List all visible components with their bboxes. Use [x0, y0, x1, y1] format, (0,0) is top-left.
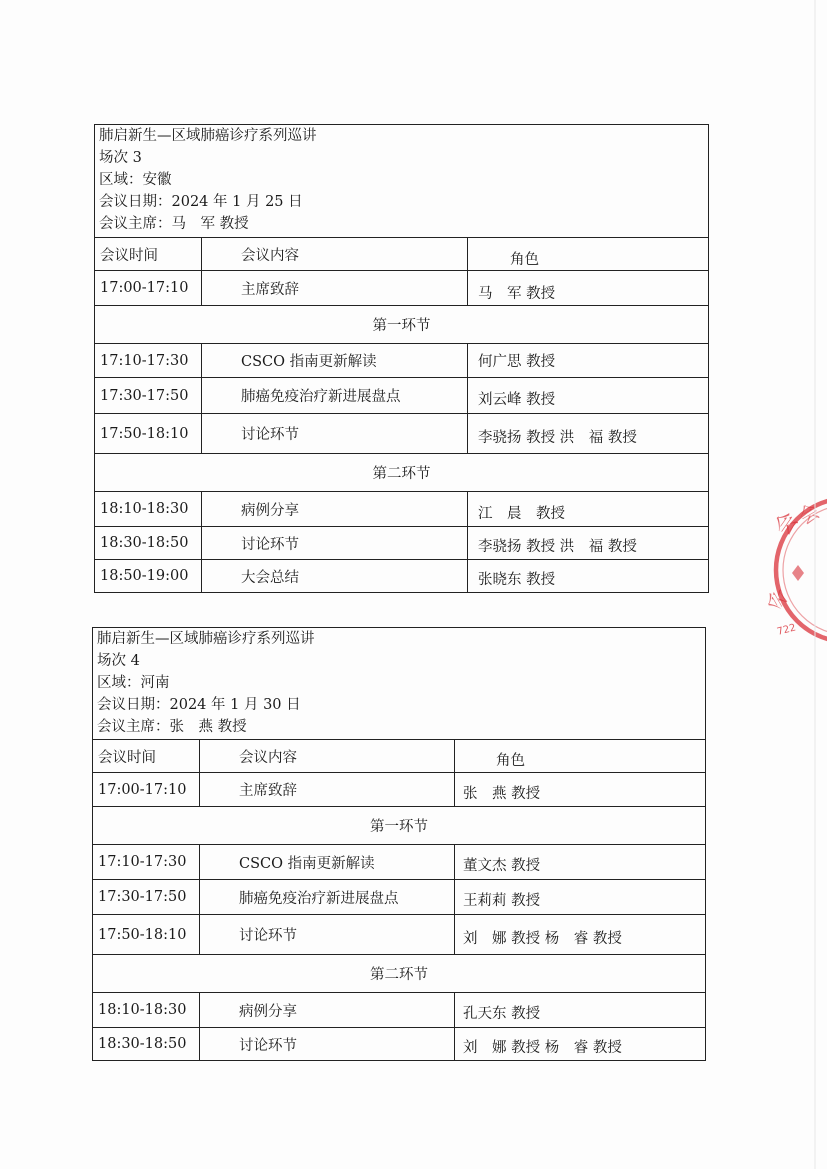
row-time: 17:10-17:30 [100, 352, 189, 369]
section-label: 第一环节 [370, 819, 428, 835]
red-seal-stamp [761, 485, 827, 655]
row-content: 主席致辞 [199, 773, 454, 806]
row-content: 讨论环节 [201, 527, 467, 559]
table-header [93, 628, 705, 738]
row-role: 董文杰 教授 [454, 845, 705, 879]
row-content: 肺癌免疫治疗新进展盘点 [201, 378, 467, 413]
table-header [95, 125, 708, 235]
row-content: 讨论环节 [199, 915, 454, 954]
row-content: 主席致辞 [201, 271, 467, 305]
row-content: 讨论环节 [199, 1028, 454, 1060]
row-content: 大会总结 [201, 560, 467, 592]
row-time: 17:10-17:30 [98, 854, 187, 870]
event-title: 肺启新生—区域肺癌诊疗系列巡讲 [97, 631, 315, 647]
meeting-chair: 会议主席：马 军 教授 [99, 216, 249, 232]
seal-number: 722 [775, 622, 798, 638]
row-time: 18:50-19:00 [100, 568, 189, 584]
section-label: 第二环节 [370, 967, 428, 983]
table-row [95, 377, 708, 413]
column-header-row [93, 739, 705, 772]
row-time: 18:30-18:50 [98, 1036, 187, 1052]
region: 区域：河南 [97, 675, 170, 691]
row-role: 张 燕 教授 [454, 773, 705, 806]
table-row [93, 879, 705, 914]
row-content: CSCO 指南更新解读 [199, 845, 454, 879]
seal-star [792, 565, 804, 581]
row-time: 18:10-18:30 [98, 1002, 187, 1018]
row-time: 17:50-18:10 [100, 425, 189, 442]
row-time: 17:30-17:50 [100, 387, 189, 404]
row-role: 王莉莉 教授 [454, 880, 705, 914]
row-role: 孔天东 教授 [454, 993, 705, 1027]
column-header-time: 会议时间 [98, 749, 156, 766]
table-row [95, 270, 708, 305]
table-row [93, 914, 705, 954]
meeting-chair: 会议主席：张 燕 教授 [97, 719, 247, 735]
table-row [93, 772, 705, 806]
table-row [95, 491, 708, 526]
table-row [95, 559, 708, 592]
column-header-role: 角色 [454, 740, 705, 772]
row-role: 马 军 教授 [467, 271, 708, 305]
meeting-date: 会议日期：2024 年 1 月 30 日 [97, 697, 301, 713]
session-number: 场次 3 [99, 150, 142, 166]
column-header-content: 会议内容 [199, 740, 454, 772]
table-row [93, 992, 705, 1027]
section-label: 第二环节 [372, 466, 431, 482]
row-role: 江 晨 教授 [467, 492, 708, 526]
row-role: 李骁扬 教授 洪 福 教授 [467, 414, 708, 453]
column-header-row [95, 237, 708, 270]
table-row [93, 1027, 705, 1060]
seal-glyph: 会 [794, 498, 824, 530]
seal-glyph: 会 [770, 508, 804, 541]
section-row [93, 806, 705, 844]
seal-glyph: 会 [761, 585, 793, 615]
row-content: CSCO 指南更新解读 [201, 344, 467, 377]
session-number: 场次 4 [97, 653, 140, 669]
row-role: 李骁扬 教授 洪 福 教授 [467, 527, 708, 559]
row-time: 17:00-17:10 [98, 781, 187, 798]
row-content: 病例分享 [201, 492, 467, 526]
section-label: 第一环节 [372, 318, 431, 334]
meeting-date: 会议日期：2024 年 1 月 25 日 [99, 194, 303, 210]
row-time: 18:30-18:50 [100, 535, 189, 551]
schedule-table-1 [94, 124, 709, 593]
row-role: 刘 娜 教授 杨 睿 教授 [454, 915, 705, 954]
table-row [95, 413, 708, 453]
event-title: 肺启新生—区域肺癌诊疗系列巡讲 [99, 128, 317, 144]
section-row [93, 954, 705, 992]
schedule-table-2 [92, 627, 706, 1061]
row-content: 病例分享 [199, 993, 454, 1027]
table-row [95, 526, 708, 559]
row-role: 刘云峰 教授 [467, 378, 708, 413]
section-row [95, 453, 708, 491]
row-content: 讨论环节 [201, 414, 467, 453]
region: 区域：安徽 [99, 172, 172, 188]
section-row [95, 305, 708, 343]
row-content: 肺癌免疫治疗新进展盘点 [199, 880, 454, 914]
row-role: 刘 娜 教授 杨 睿 教授 [454, 1028, 705, 1060]
column-header-role: 角色 [467, 238, 708, 270]
row-time: 17:50-18:10 [98, 926, 187, 943]
table-row [93, 844, 705, 879]
row-time: 17:00-17:10 [100, 280, 189, 296]
row-time: 18:10-18:30 [100, 501, 189, 517]
row-role: 张晓东 教授 [467, 560, 708, 592]
row-time: 17:30-17:50 [98, 889, 187, 905]
table-row [95, 343, 708, 377]
row-role: 何广思 教授 [467, 344, 708, 377]
column-header-content: 会议内容 [201, 238, 467, 270]
column-header-time: 会议时间 [100, 247, 158, 264]
